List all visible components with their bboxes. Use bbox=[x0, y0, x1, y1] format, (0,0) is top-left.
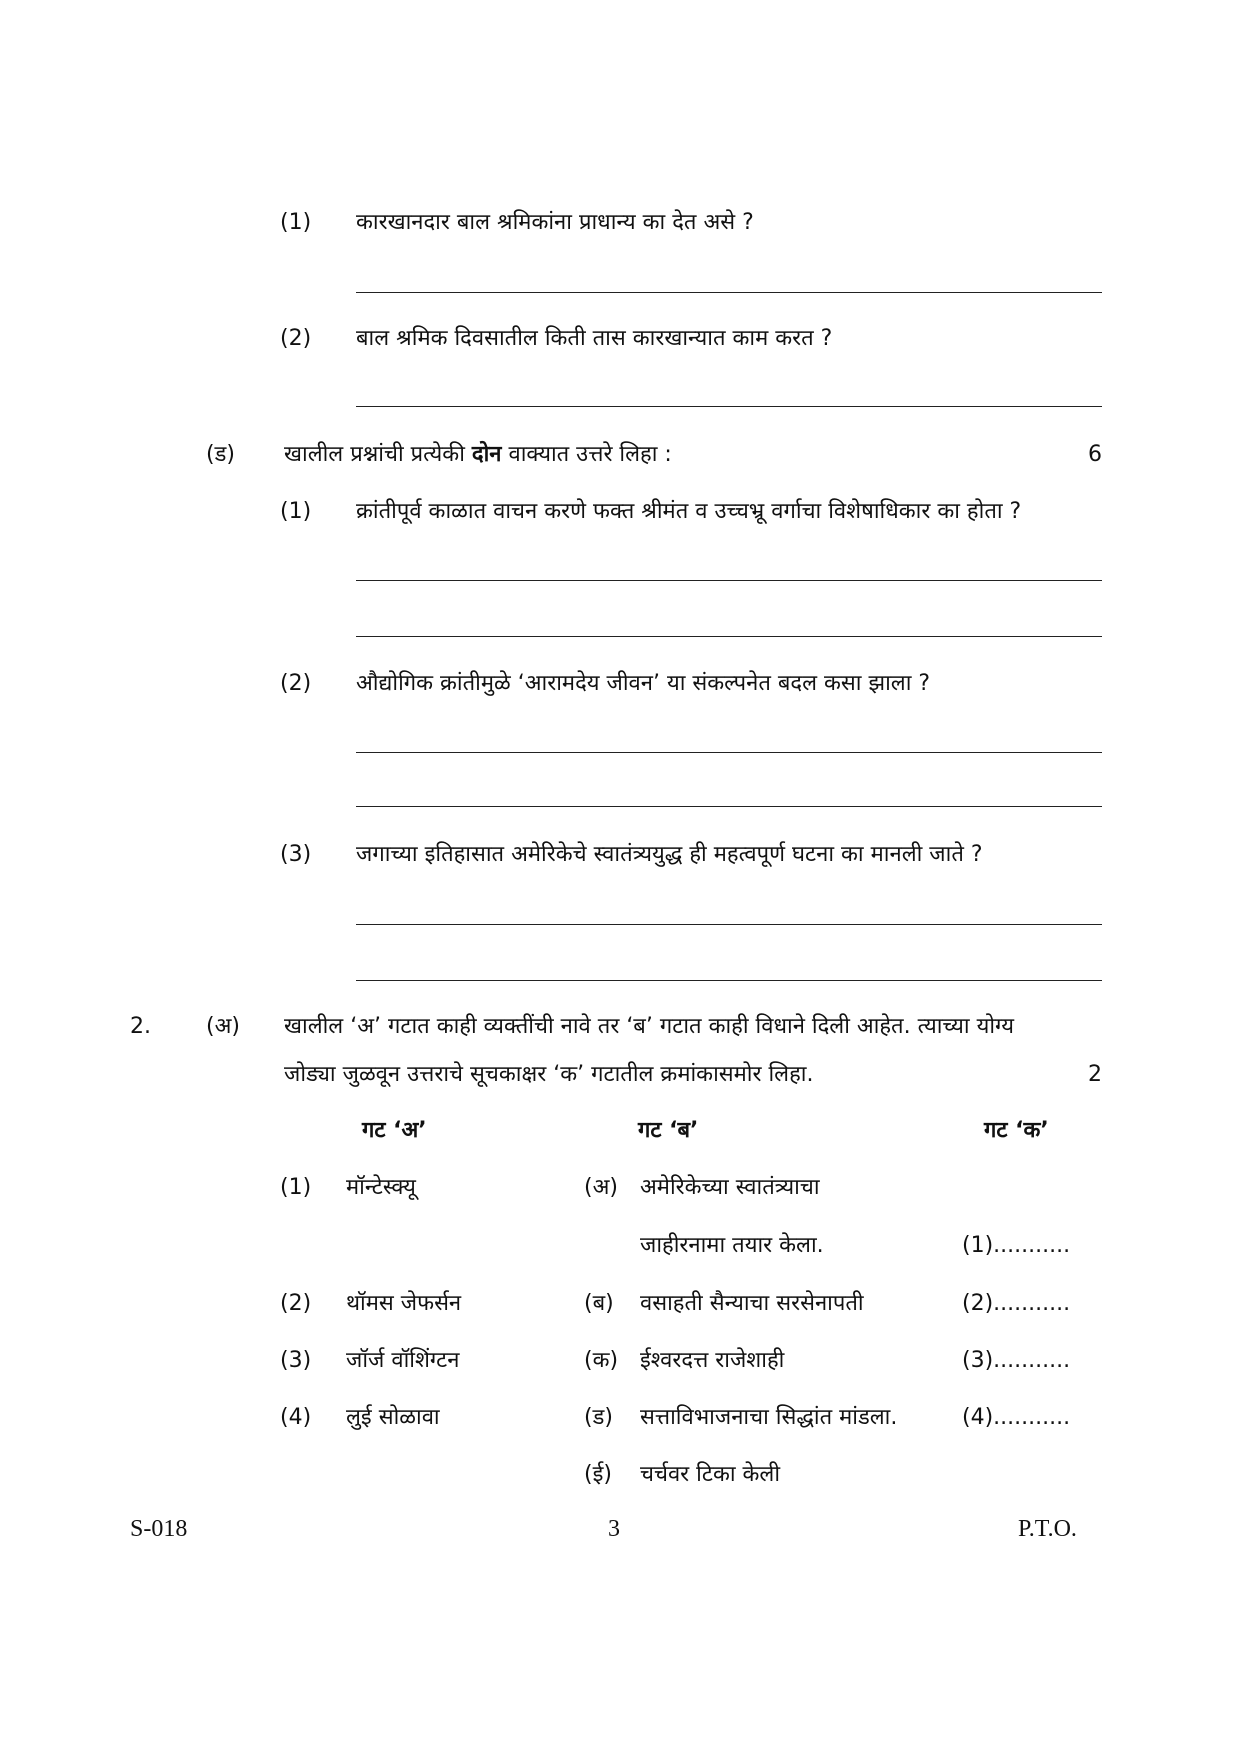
answer-slot: (3)........... bbox=[962, 1348, 1071, 1373]
paper-code: S-018 bbox=[130, 1516, 188, 1542]
question-text: क्रांतीपूर्व काळात वाचन करणे फक्त श्रीमंत व उच्चभ्रू वर्गाचा विशेषाधिकार का होता ? bbox=[356, 499, 1022, 524]
match-name: मॉन्टेस्क्यू bbox=[346, 1175, 416, 1200]
match-label: (ब) bbox=[584, 1291, 614, 1316]
pto-label: P.T.O. bbox=[1018, 1516, 1077, 1542]
instruction-text: वाक्यात उत्तरे लिहा : bbox=[501, 442, 672, 467]
question-number: 2. bbox=[130, 1014, 151, 1039]
match-label: (ड) bbox=[584, 1405, 613, 1430]
match-number: (4) bbox=[280, 1405, 312, 1430]
answer-line bbox=[356, 924, 1102, 925]
section-marks: 6 bbox=[1088, 442, 1102, 467]
question-number: (2) bbox=[280, 326, 312, 351]
instruction-text: खालील प्रश्नांची प्रत्येकी bbox=[284, 442, 472, 467]
answer-line bbox=[356, 636, 1102, 637]
question-number: (3) bbox=[280, 842, 312, 867]
answer-line bbox=[356, 752, 1102, 753]
match-statement: सत्ताविभाजनाचा सिद्धांत मांडला. bbox=[640, 1405, 898, 1430]
answer-line bbox=[356, 406, 1102, 407]
page-number: 3 bbox=[608, 1516, 620, 1542]
column-header-b: गट ‘ब’ bbox=[638, 1118, 699, 1143]
match-statement: जाहीरनामा तयार केला. bbox=[640, 1233, 824, 1258]
match-label: (अ) bbox=[584, 1175, 618, 1200]
answer-line bbox=[356, 292, 1102, 293]
section-label: (ड) bbox=[206, 442, 235, 467]
section-marks: 2 bbox=[1088, 1062, 1102, 1087]
question-instruction: खालील ‘अ’ गटात काही व्यक्तींची नावे तर ‘ब’ गटात काही विधाने दिली आहेत. त्याच्या योग्य bbox=[284, 1014, 1014, 1039]
match-statement: वसाहती सैन्याचा सरसेनापती bbox=[640, 1291, 864, 1316]
question-text: जगाच्या इतिहासात अमेरिकेचे स्वातंत्र्ययुद्ध ही महत्वपूर्ण घटना का मानली जाते ? bbox=[356, 842, 983, 867]
answer-slot: (4)........... bbox=[962, 1405, 1071, 1430]
match-number: (1) bbox=[280, 1175, 312, 1200]
match-statement: चर्चवर टिका केली bbox=[640, 1462, 781, 1487]
match-name: जॉर्ज वॉशिंग्टन bbox=[346, 1348, 460, 1373]
match-name: लुई सोळावा bbox=[346, 1405, 440, 1430]
answer-slot: (1)........... bbox=[962, 1233, 1071, 1258]
answer-line bbox=[356, 806, 1102, 807]
question-number: (1) bbox=[280, 210, 312, 235]
question-number: (1) bbox=[280, 499, 312, 524]
question-text: औद्योगिक क्रांतीमुळे ‘आरामदेय जीवन’ या संकल्पनेत बदल कसा झाला ? bbox=[356, 671, 931, 696]
question-instruction: जोड्या जुळवून उत्तराचे सूचकाक्षर ‘क’ गटातील क्रमांकासमोर लिहा. bbox=[284, 1062, 814, 1087]
question-number: (2) bbox=[280, 671, 312, 696]
question-text: बाल श्रमिक दिवसातील किती तास कारखान्यात काम करत ? bbox=[356, 326, 833, 351]
answer-slot: (2)........... bbox=[962, 1291, 1071, 1316]
match-label: (ई) bbox=[584, 1462, 612, 1487]
match-statement: अमेरिकेच्या स्वातंत्र्याचा bbox=[640, 1175, 820, 1200]
section-label: (अ) bbox=[206, 1014, 240, 1039]
answer-line bbox=[356, 580, 1102, 581]
answer-line bbox=[356, 980, 1102, 981]
section-instruction bbox=[284, 440, 672, 470]
match-statement: ईश्वरदत्त राजेशाही bbox=[640, 1348, 785, 1373]
column-header-a: गट ‘अ’ bbox=[362, 1118, 427, 1143]
match-name: थॉमस जेफर्सन bbox=[346, 1291, 462, 1316]
instruction-bold: दोन bbox=[471, 442, 502, 467]
column-header-c: गट ‘क’ bbox=[984, 1118, 1049, 1143]
match-label: (क) bbox=[584, 1348, 619, 1373]
match-number: (2) bbox=[280, 1291, 312, 1316]
match-number: (3) bbox=[280, 1348, 312, 1373]
question-text: कारखानदार बाल श्रमिकांना प्राधान्य का देत असे ? bbox=[356, 210, 754, 235]
